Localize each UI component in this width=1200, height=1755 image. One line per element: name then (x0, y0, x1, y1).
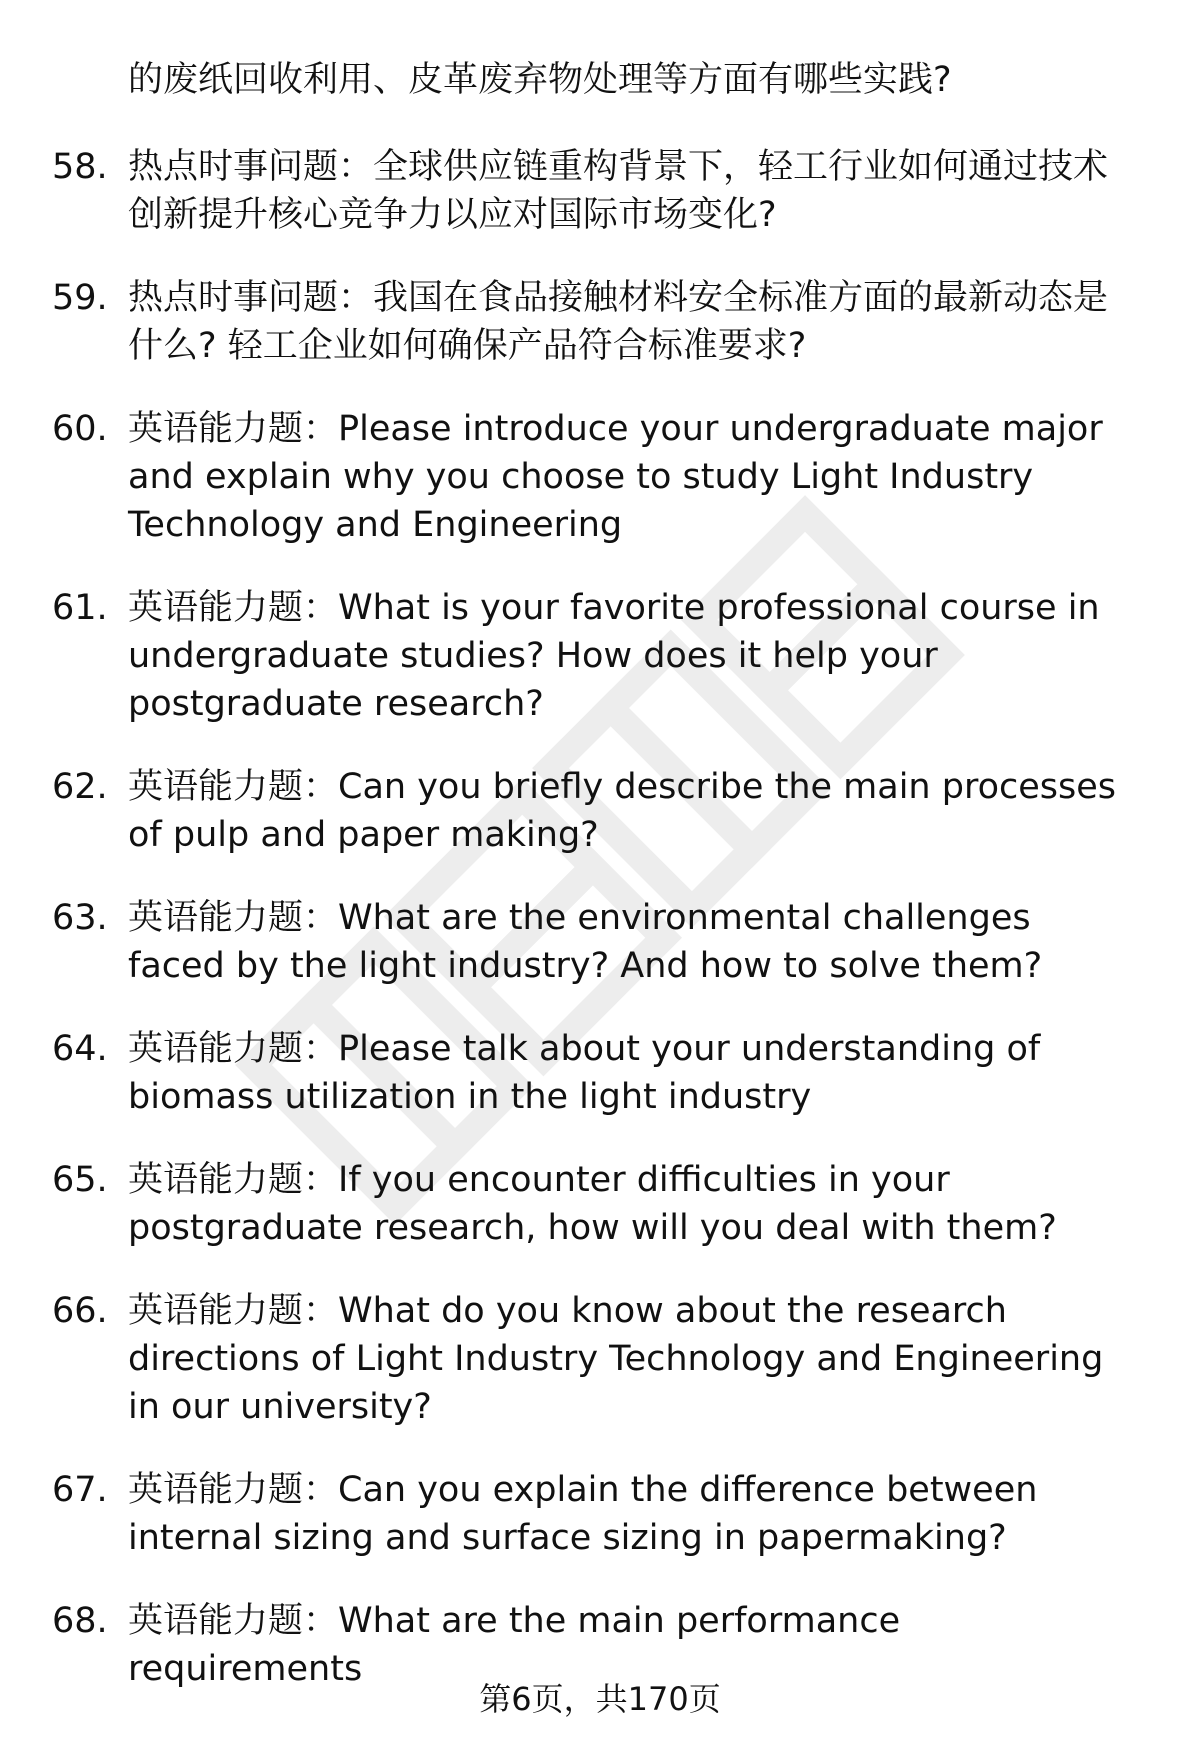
question-number: 60. (52, 409, 108, 449)
question-text: 英语能力题：Can you briefly describe the main processes of pulp and paper making? (128, 767, 1116, 855)
question-number: 58. (52, 147, 108, 187)
question-number: 59. (52, 278, 108, 318)
question-text: 英语能力题：Can you explain the difference between internal sizing and surface sizing in papermaking? (128, 1470, 1038, 1558)
continuation-text: 的废纸回收利用、皮革废弃物处理等方面有哪些实践? (128, 60, 952, 100)
question-list (52, 143, 1152, 1728)
question-number: 66. (52, 1291, 108, 1331)
question-text: 英语能力题：Please introduce your undergraduate major and explain why you choose to study Light Industry Technology and Engineering (128, 409, 1103, 545)
question-text: 英语能力题：What are the main performance requirements (128, 1601, 901, 1689)
question-number: 64. (52, 1029, 108, 1069)
question-text: 英语能力题：Please talk about your understanding of biomass utilization in the light industry (128, 1029, 1041, 1117)
question-text: 热点时事问题：我国在食品接触材料安全标准方面的最新动态是什么? 轻工企业如何确保产品符合标准要求? (128, 278, 1109, 366)
question-text: 热点时事问题：全球供应链重构背景下，轻工行业如何通过技术创新提升核心竞争力以应对国际市场变化? (128, 147, 1109, 235)
question-text: 英语能力题：What are the environmental challenges faced by the light industry? And how to solve them? (128, 898, 1043, 986)
list-item (52, 894, 1122, 990)
list-item (52, 405, 1122, 549)
list-item (52, 1156, 1122, 1252)
question-number: 61. (52, 588, 108, 628)
question-number: 68. (52, 1601, 108, 1641)
list-item (52, 274, 1122, 370)
question-number: 65. (52, 1160, 108, 1200)
question-text: 英语能力题：What do you know about the research directions of Light Industry Technology and Engineering in our university? (128, 1291, 1104, 1427)
list-item (52, 143, 1122, 239)
question-number: 62. (52, 767, 108, 807)
list-item (52, 1287, 1122, 1431)
question-text: 英语能力题：What is your favorite professional course in undergraduate studies? How does it help your postgraduate research? (128, 588, 1100, 724)
list-item (52, 763, 1122, 859)
list-item (52, 584, 1122, 728)
list-item (52, 1466, 1122, 1562)
question-number: 67. (52, 1470, 108, 1510)
page-footer: 第6页，共170页 (479, 1680, 721, 1718)
question-number: 63. (52, 898, 108, 938)
list-item (52, 1025, 1122, 1121)
question-text: 英语能力题：If you encounter difficulties in your postgraduate research, how will you deal with them? (128, 1160, 1057, 1248)
